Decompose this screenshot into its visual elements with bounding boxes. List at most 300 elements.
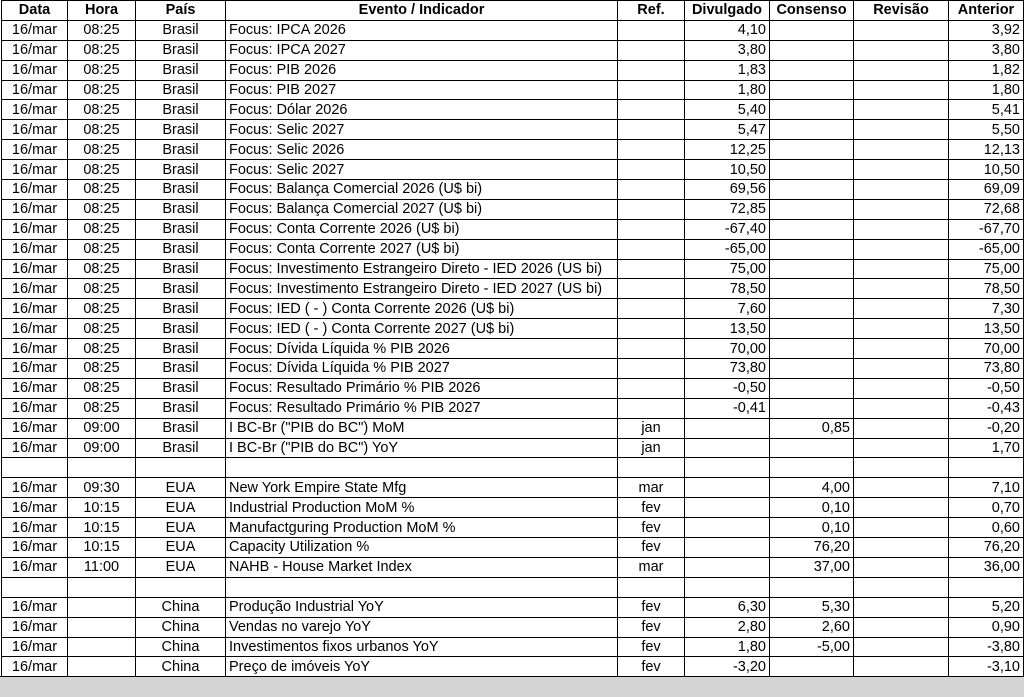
cell-pais: Brasil <box>136 160 226 180</box>
cell-anterior: 76,20 <box>949 538 1024 558</box>
table-row <box>2 80 1024 100</box>
cell-evento: Focus: Resultado Primário % PIB 2026 <box>226 378 618 398</box>
cell-ref <box>618 359 685 379</box>
cell-consenso <box>770 80 854 100</box>
cell-pais: Brasil <box>136 100 226 120</box>
cell-revisao <box>854 40 949 60</box>
cell-evento: Focus: Selic 2027 <box>226 120 618 140</box>
cell-revisao <box>854 319 949 339</box>
cell-ref: fev <box>618 518 685 538</box>
cell-consenso <box>770 577 854 597</box>
cell-anterior: 3,92 <box>949 20 1024 40</box>
cell-hora: 08:25 <box>68 259 136 279</box>
cell-divulgado <box>685 577 770 597</box>
cell-ref: fev <box>618 597 685 617</box>
cell-consenso <box>770 359 854 379</box>
cell-anterior: 5,41 <box>949 100 1024 120</box>
cell-hora: 08:25 <box>68 100 136 120</box>
table-row <box>2 60 1024 80</box>
table-row <box>2 478 1024 498</box>
cell-ref <box>618 100 685 120</box>
cell-divulgado: 5,47 <box>685 120 770 140</box>
cell-consenso <box>770 279 854 299</box>
header-anterior: Anterior <box>949 1 1024 21</box>
cell-ref <box>618 160 685 180</box>
cell-revisao <box>854 637 949 657</box>
cell-hora: 08:25 <box>68 378 136 398</box>
cell-data: 16/mar <box>2 40 68 60</box>
cell-hora: 08:25 <box>68 219 136 239</box>
cell-pais: China <box>136 617 226 637</box>
cell-consenso <box>770 438 854 458</box>
cell-data: 16/mar <box>2 60 68 80</box>
cell-divulgado: 78,50 <box>685 279 770 299</box>
cell-divulgado <box>685 557 770 577</box>
table-row <box>2 378 1024 398</box>
cell-hora: 08:25 <box>68 199 136 219</box>
table-row <box>2 219 1024 239</box>
cell-ref <box>618 219 685 239</box>
cell-data: 16/mar <box>2 538 68 558</box>
cell-anterior: 10,50 <box>949 160 1024 180</box>
cell-data: 16/mar <box>2 120 68 140</box>
cell-revisao <box>854 458 949 478</box>
cell-ref: fev <box>618 617 685 637</box>
cell-anterior: -0,43 <box>949 398 1024 418</box>
cell-hora: 09:00 <box>68 438 136 458</box>
cell-divulgado: 73,80 <box>685 359 770 379</box>
cell-consenso <box>770 199 854 219</box>
cell-consenso <box>770 100 854 120</box>
cell-hora: 08:25 <box>68 398 136 418</box>
cell-ref <box>618 259 685 279</box>
cell-hora: 08:25 <box>68 140 136 160</box>
table-row <box>2 319 1024 339</box>
cell-revisao <box>854 219 949 239</box>
cell-evento: Focus: Resultado Primário % PIB 2027 <box>226 398 618 418</box>
cell-hora: 08:25 <box>68 160 136 180</box>
header-revisao: Revisão <box>854 1 949 21</box>
cell-ref: mar <box>618 557 685 577</box>
cell-divulgado <box>685 458 770 478</box>
cell-divulgado: -67,40 <box>685 219 770 239</box>
cell-anterior: 0,70 <box>949 498 1024 518</box>
cell-revisao <box>854 538 949 558</box>
cell-data: 16/mar <box>2 100 68 120</box>
cell-data: 16/mar <box>2 199 68 219</box>
cell-consenso <box>770 20 854 40</box>
table-row <box>2 199 1024 219</box>
cell-pais: Brasil <box>136 279 226 299</box>
cell-pais: Brasil <box>136 199 226 219</box>
cell-consenso <box>770 40 854 60</box>
cell-ref <box>618 319 685 339</box>
cell-consenso <box>770 219 854 239</box>
cell-hora: 08:25 <box>68 180 136 200</box>
cell-divulgado: 3,80 <box>685 40 770 60</box>
cell-pais: EUA <box>136 478 226 498</box>
cell-evento: Preço de imóveis YoY <box>226 657 618 677</box>
cell-pais: Brasil <box>136 60 226 80</box>
cell-evento: Focus: IPCA 2026 <box>226 20 618 40</box>
cell-hora: 11:00 <box>68 557 136 577</box>
cell-pais: Brasil <box>136 339 226 359</box>
cell-pais: Brasil <box>136 299 226 319</box>
cell-anterior: 69,09 <box>949 180 1024 200</box>
cell-hora: 08:25 <box>68 20 136 40</box>
cell-consenso <box>770 160 854 180</box>
cell-divulgado: 70,00 <box>685 339 770 359</box>
cell-consenso: 0,10 <box>770 498 854 518</box>
cell-ref: fev <box>618 657 685 677</box>
cell-pais <box>136 458 226 478</box>
cell-evento: Focus: IED ( - ) Conta Corrente 2027 (U$ bi) <box>226 319 618 339</box>
table-row <box>2 160 1024 180</box>
cell-anterior: 1,70 <box>949 438 1024 458</box>
cell-hora: 08:25 <box>68 80 136 100</box>
cell-ref <box>618 20 685 40</box>
cell-data: 16/mar <box>2 518 68 538</box>
cell-data: 16/mar <box>2 80 68 100</box>
cell-ref <box>618 180 685 200</box>
table-row <box>2 279 1024 299</box>
cell-evento: NAHB - House Market Index <box>226 557 618 577</box>
cell-revisao <box>854 498 949 518</box>
cell-divulgado: 1,80 <box>685 637 770 657</box>
header-evento: Evento / Indicador <box>226 1 618 21</box>
cell-data <box>2 458 68 478</box>
header-hora: Hora <box>68 1 136 21</box>
cell-anterior <box>949 577 1024 597</box>
cell-revisao <box>854 20 949 40</box>
table-row <box>2 20 1024 40</box>
cell-data: 16/mar <box>2 20 68 40</box>
cell-data: 16/mar <box>2 378 68 398</box>
table-row <box>2 637 1024 657</box>
cell-consenso <box>770 259 854 279</box>
cell-consenso: 37,00 <box>770 557 854 577</box>
cell-ref <box>618 458 685 478</box>
cell-revisao <box>854 418 949 438</box>
cell-data: 16/mar <box>2 140 68 160</box>
table-row <box>2 359 1024 379</box>
cell-divulgado: 4,10 <box>685 20 770 40</box>
cell-hora <box>68 637 136 657</box>
cell-evento: Capacity Utilization % <box>226 538 618 558</box>
cell-anterior: 1,82 <box>949 60 1024 80</box>
cell-hora: 08:25 <box>68 339 136 359</box>
cell-anterior: -3,80 <box>949 637 1024 657</box>
cell-pais: Brasil <box>136 140 226 160</box>
cell-evento: Focus: Selic 2027 <box>226 160 618 180</box>
table-row <box>2 498 1024 518</box>
cell-ref <box>618 398 685 418</box>
cell-divulgado: -65,00 <box>685 239 770 259</box>
cell-anterior: 0,90 <box>949 617 1024 637</box>
cell-consenso: 2,60 <box>770 617 854 637</box>
cell-evento: Focus: Investimento Estrangeiro Direto - IED 2026 (US bi) <box>226 259 618 279</box>
cell-ref <box>618 199 685 219</box>
cell-pais: Brasil <box>136 418 226 438</box>
cell-pais: Brasil <box>136 40 226 60</box>
cell-consenso <box>770 458 854 478</box>
cell-data: 16/mar <box>2 438 68 458</box>
cell-evento: Focus: Balança Comercial 2027 (U$ bi) <box>226 199 618 219</box>
cell-divulgado: 6,30 <box>685 597 770 617</box>
header-data: Data <box>2 1 68 21</box>
cell-anterior <box>949 458 1024 478</box>
table-row <box>2 418 1024 438</box>
table-row <box>2 40 1024 60</box>
cell-revisao <box>854 120 949 140</box>
cell-revisao <box>854 100 949 120</box>
cell-divulgado: -0,50 <box>685 378 770 398</box>
cell-anterior: 73,80 <box>949 359 1024 379</box>
cell-revisao <box>854 259 949 279</box>
cell-consenso: 0,85 <box>770 418 854 438</box>
cell-divulgado: 10,50 <box>685 160 770 180</box>
table-row <box>2 180 1024 200</box>
cell-revisao <box>854 359 949 379</box>
cell-hora: 08:25 <box>68 60 136 80</box>
cell-hora <box>68 458 136 478</box>
cell-evento: New York Empire State Mfg <box>226 478 618 498</box>
cell-revisao <box>854 438 949 458</box>
cell-ref: jan <box>618 418 685 438</box>
cell-consenso <box>770 239 854 259</box>
cell-data: 16/mar <box>2 239 68 259</box>
table-row <box>2 239 1024 259</box>
cell-anterior: 0,60 <box>949 518 1024 538</box>
cell-consenso <box>770 657 854 677</box>
table-row <box>2 657 1024 677</box>
cell-anterior: 36,00 <box>949 557 1024 577</box>
header-consenso: Consenso <box>770 1 854 21</box>
cell-data: 16/mar <box>2 418 68 438</box>
cell-hora: 09:00 <box>68 418 136 438</box>
cell-anterior: 3,80 <box>949 40 1024 60</box>
cell-anterior: -65,00 <box>949 239 1024 259</box>
cell-pais: Brasil <box>136 398 226 418</box>
cell-divulgado: 2,80 <box>685 617 770 637</box>
cell-consenso <box>770 378 854 398</box>
cell-consenso: 5,30 <box>770 597 854 617</box>
cell-evento: Focus: IPCA 2027 <box>226 40 618 60</box>
table-row <box>2 557 1024 577</box>
header-divulgado: Divulgado <box>685 1 770 21</box>
cell-ref <box>618 279 685 299</box>
cell-data: 16/mar <box>2 597 68 617</box>
table-row <box>2 140 1024 160</box>
cell-anterior: 12,13 <box>949 140 1024 160</box>
cell-pais: Brasil <box>136 438 226 458</box>
cell-data: 16/mar <box>2 637 68 657</box>
cell-evento: Focus: Selic 2026 <box>226 140 618 160</box>
cell-consenso: 4,00 <box>770 478 854 498</box>
cell-anterior: 7,30 <box>949 299 1024 319</box>
cell-divulgado: 75,00 <box>685 259 770 279</box>
cell-pais: China <box>136 597 226 617</box>
cell-revisao <box>854 160 949 180</box>
cell-pais: EUA <box>136 518 226 538</box>
table-row <box>2 259 1024 279</box>
cell-anterior: -3,10 <box>949 657 1024 677</box>
sheet-footer-bar <box>0 676 1024 697</box>
table-row <box>2 577 1024 597</box>
cell-data <box>2 577 68 597</box>
cell-pais: Brasil <box>136 319 226 339</box>
cell-hora: 08:25 <box>68 299 136 319</box>
cell-revisao <box>854 557 949 577</box>
cell-evento: Industrial Production MoM % <box>226 498 618 518</box>
cell-ref: fev <box>618 538 685 558</box>
cell-evento: Focus: Conta Corrente 2027 (U$ bi) <box>226 239 618 259</box>
cell-hora <box>68 577 136 597</box>
cell-anterior: 1,80 <box>949 80 1024 100</box>
cell-data: 16/mar <box>2 319 68 339</box>
cell-data: 16/mar <box>2 299 68 319</box>
cell-data: 16/mar <box>2 339 68 359</box>
cell-divulgado <box>685 418 770 438</box>
cell-ref <box>618 339 685 359</box>
table-row <box>2 339 1024 359</box>
cell-revisao <box>854 378 949 398</box>
cell-revisao <box>854 80 949 100</box>
cell-pais: Brasil <box>136 239 226 259</box>
economic-calendar-table <box>1 0 1024 677</box>
cell-evento: Focus: PIB 2026 <box>226 60 618 80</box>
cell-pais: Brasil <box>136 359 226 379</box>
cell-ref: fev <box>618 498 685 518</box>
cell-pais: Brasil <box>136 219 226 239</box>
cell-hora: 10:15 <box>68 538 136 558</box>
cell-revisao <box>854 140 949 160</box>
cell-evento: Focus: Dívida Líquida % PIB 2027 <box>226 359 618 379</box>
table-body <box>2 20 1024 676</box>
cell-anterior: 70,00 <box>949 339 1024 359</box>
cell-data: 16/mar <box>2 617 68 637</box>
cell-hora: 10:15 <box>68 518 136 538</box>
cell-evento: Produção Industrial YoY <box>226 597 618 617</box>
cell-hora: 08:25 <box>68 120 136 140</box>
cell-data: 16/mar <box>2 398 68 418</box>
cell-divulgado: -3,20 <box>685 657 770 677</box>
cell-data: 16/mar <box>2 279 68 299</box>
cell-ref <box>618 120 685 140</box>
cell-revisao <box>854 478 949 498</box>
cell-divulgado <box>685 478 770 498</box>
cell-divulgado: 1,83 <box>685 60 770 80</box>
cell-revisao <box>854 518 949 538</box>
cell-revisao <box>854 279 949 299</box>
cell-evento <box>226 577 618 597</box>
cell-revisao <box>854 617 949 637</box>
cell-anterior: -0,20 <box>949 418 1024 438</box>
cell-ref <box>618 60 685 80</box>
cell-pais: EUA <box>136 557 226 577</box>
table-row <box>2 538 1024 558</box>
cell-divulgado: 5,40 <box>685 100 770 120</box>
cell-data: 16/mar <box>2 557 68 577</box>
cell-consenso: -5,00 <box>770 637 854 657</box>
cell-divulgado: 7,60 <box>685 299 770 319</box>
cell-hora <box>68 617 136 637</box>
cell-divulgado <box>685 498 770 518</box>
cell-ref: jan <box>618 438 685 458</box>
cell-consenso <box>770 319 854 339</box>
cell-revisao <box>854 299 949 319</box>
cell-divulgado: 12,25 <box>685 140 770 160</box>
cell-evento: I BC-Br ("PIB do BC") YoY <box>226 438 618 458</box>
cell-pais: Brasil <box>136 259 226 279</box>
cell-data: 16/mar <box>2 160 68 180</box>
cell-anterior: 13,50 <box>949 319 1024 339</box>
header-ref: Ref. <box>618 1 685 21</box>
cell-revisao <box>854 398 949 418</box>
cell-data: 16/mar <box>2 219 68 239</box>
cell-ref: fev <box>618 637 685 657</box>
cell-revisao <box>854 239 949 259</box>
cell-consenso <box>770 140 854 160</box>
cell-pais: EUA <box>136 498 226 518</box>
cell-ref <box>618 239 685 259</box>
cell-consenso <box>770 398 854 418</box>
cell-hora: 09:30 <box>68 478 136 498</box>
cell-hora: 08:25 <box>68 359 136 379</box>
cell-revisao <box>854 180 949 200</box>
cell-evento <box>226 458 618 478</box>
cell-revisao <box>854 577 949 597</box>
cell-pais: Brasil <box>136 20 226 40</box>
cell-ref <box>618 80 685 100</box>
cell-divulgado <box>685 438 770 458</box>
cell-divulgado: 72,85 <box>685 199 770 219</box>
cell-pais <box>136 577 226 597</box>
cell-divulgado: -0,41 <box>685 398 770 418</box>
cell-evento: Focus: PIB 2027 <box>226 80 618 100</box>
cell-revisao <box>854 657 949 677</box>
cell-data: 16/mar <box>2 498 68 518</box>
cell-consenso <box>770 120 854 140</box>
cell-evento: Investimentos fixos urbanos YoY <box>226 637 618 657</box>
cell-data: 16/mar <box>2 259 68 279</box>
cell-hora <box>68 657 136 677</box>
cell-revisao <box>854 597 949 617</box>
cell-revisao <box>854 199 949 219</box>
cell-pais: Brasil <box>136 120 226 140</box>
cell-anterior: 72,68 <box>949 199 1024 219</box>
cell-anterior: -0,50 <box>949 378 1024 398</box>
cell-consenso <box>770 339 854 359</box>
cell-hora: 08:25 <box>68 279 136 299</box>
cell-divulgado <box>685 518 770 538</box>
table-row <box>2 518 1024 538</box>
table-row <box>2 398 1024 418</box>
cell-pais: China <box>136 637 226 657</box>
cell-divulgado: 69,56 <box>685 180 770 200</box>
cell-hora: 10:15 <box>68 498 136 518</box>
cell-evento: Manufactguring Production MoM % <box>226 518 618 538</box>
cell-data: 16/mar <box>2 657 68 677</box>
cell-anterior: 5,20 <box>949 597 1024 617</box>
cell-evento: Vendas no varejo YoY <box>226 617 618 637</box>
cell-divulgado: 1,80 <box>685 80 770 100</box>
cell-hora: 08:25 <box>68 319 136 339</box>
cell-data: 16/mar <box>2 180 68 200</box>
cell-hora <box>68 597 136 617</box>
cell-consenso <box>770 60 854 80</box>
cell-evento: Focus: Dólar 2026 <box>226 100 618 120</box>
